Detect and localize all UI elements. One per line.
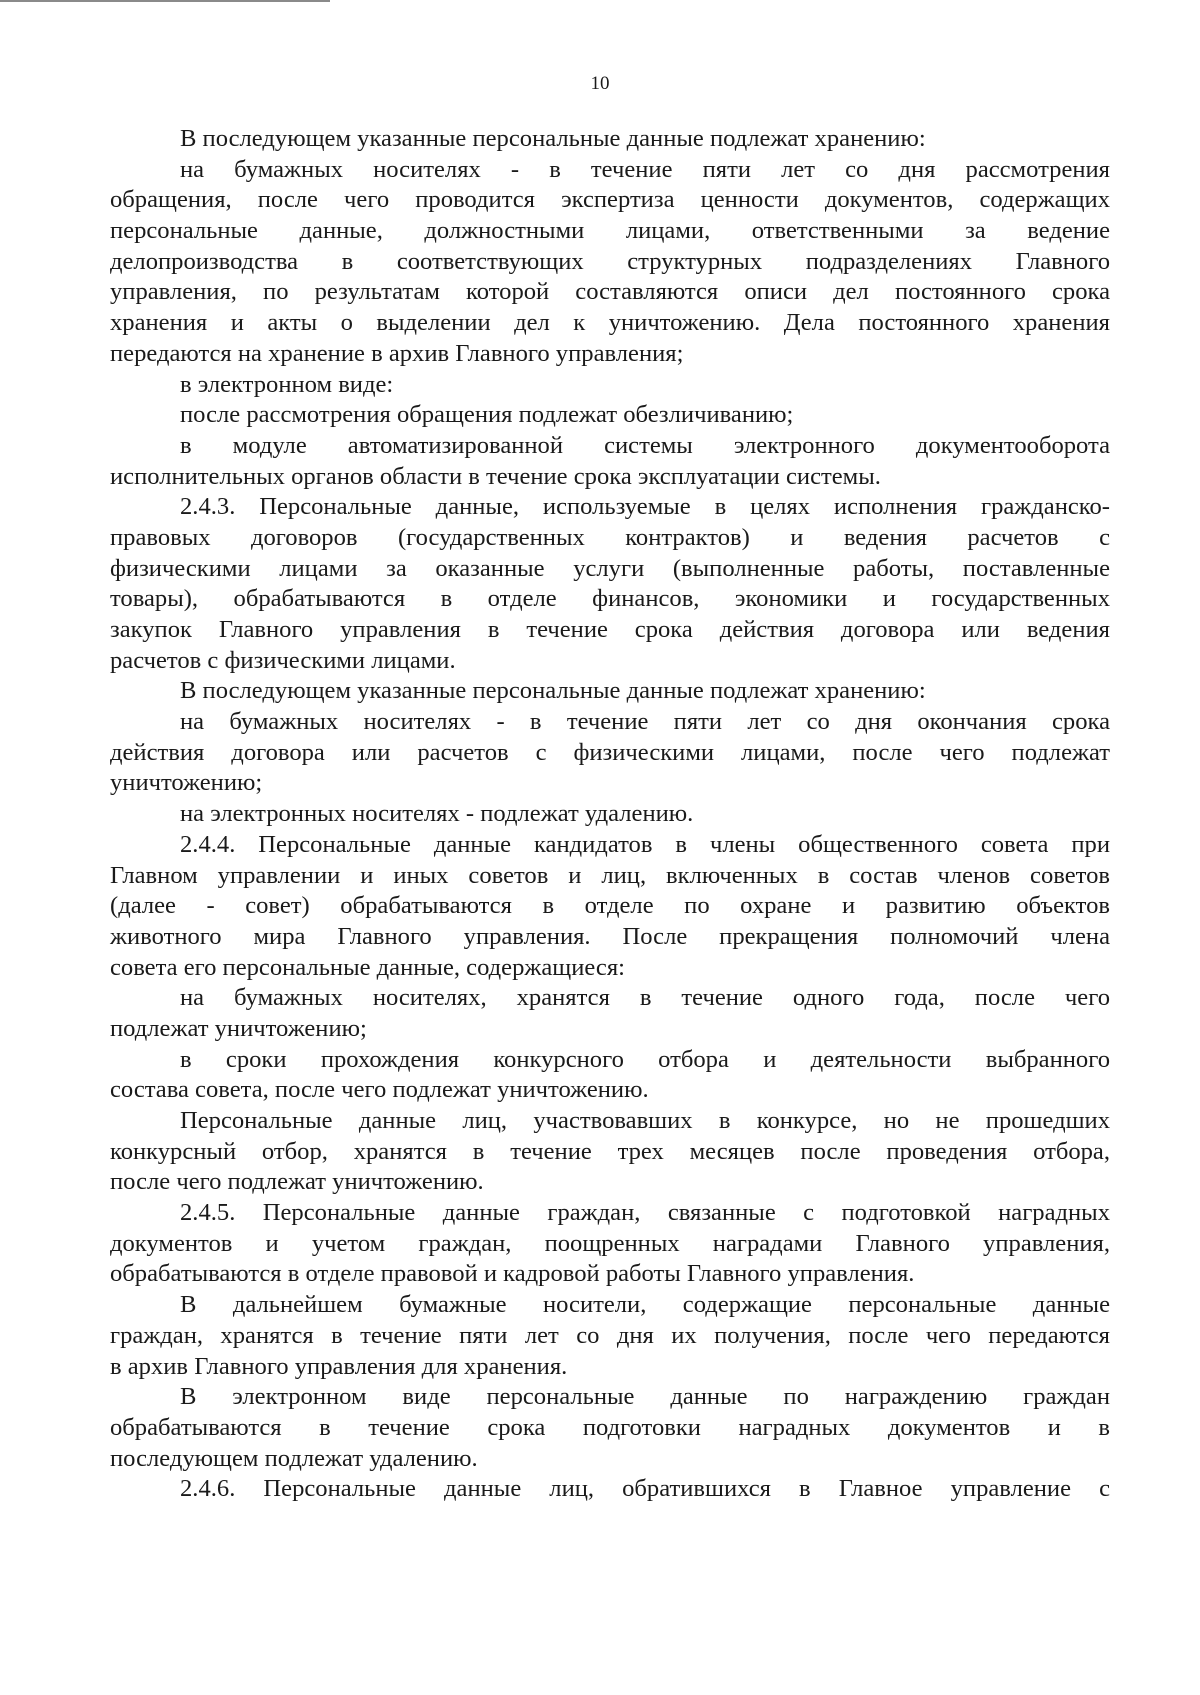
text-line: обрабатываются в отделе правовой и кадровой работы Главного управления.	[110, 1260, 915, 1288]
text-line: в архив Главного управления для хранения.	[110, 1352, 568, 1380]
text-line: исполнительных органов области в течение срока эксплуатации системы.	[110, 462, 881, 490]
text-line: хранения и акты о выделении дел к уничтожению. Дела постоянного хранения	[110, 309, 1110, 337]
text-line: 2.4.4. Персональные данные кандидатов в члены общественного совета при	[180, 830, 1110, 858]
text-line: граждан, хранятся в течение пяти лет со дня их получения, после чего передаются	[110, 1321, 1110, 1349]
text-line: передаются на хранение в архив Главного управления;	[110, 339, 684, 367]
text-line: совета его персональные данные, содержащиеся:	[110, 953, 625, 981]
text-line: животного мира Главного управления. После прекращения полномочий члена	[110, 922, 1110, 950]
text-line: на бумажных носителях - в течение пяти лет со дня окончания срока	[180, 708, 1110, 736]
text-line: в модуле автоматизированной системы электронного документооборота	[180, 431, 1110, 459]
text-line: в сроки прохождения конкурсного отбора и деятельности выбранного	[180, 1045, 1110, 1073]
scan-edge-line	[0, 0, 330, 2]
text-line: после рассмотрения обращения подлежат обезличиванию;	[180, 401, 794, 429]
text-line: в электронном виде:	[180, 370, 394, 398]
text-line: закупок Главного управления в течение срока действия договора или ведения	[110, 616, 1110, 643]
document-body	[110, 124, 1110, 1505]
text-line: физическими лицами за оказанные услуги (выполненные работы, поставленные	[110, 554, 1110, 582]
text-line: В электронном виде персональные данные по награждению граждан	[180, 1383, 1110, 1411]
text-line: правовых договоров (государственных контрактов) и ведения расчетов с	[110, 523, 1110, 551]
text-line: Главном управлении и иных советов и лиц, включенных в состав членов советов	[110, 861, 1110, 889]
text-line: на электронных носителях - подлежат удалению.	[180, 800, 694, 828]
text-line: 2.4.6. Персональные данные лиц, обратившихся в Главное управление с	[180, 1475, 1110, 1503]
text-line: действия договора или расчетов с физическими лицами, после чего подлежат	[110, 738, 1110, 766]
text-line: товары), обрабатываются в отделе финансов, экономики и государственных	[110, 585, 1110, 613]
text-line: персональные данные, должностными лицами, ответственными за ведение	[110, 217, 1110, 245]
text-line: на бумажных носителях, хранятся в течение одного года, после чего	[180, 984, 1110, 1012]
text-line: подлежат уничтожению;	[110, 1014, 367, 1042]
text-line: на бумажных носителях - в течение пяти лет со дня рассмотрения	[180, 155, 1110, 183]
text-line: конкурсный отбор, хранятся в течение трех месяцев после проведения отбора,	[110, 1137, 1110, 1165]
text-line: документов и учетом граждан, поощренных наградами Главного управления,	[110, 1229, 1110, 1257]
text-line: (далее - совет) обрабатываются в отделе по охране и развитию объектов	[110, 892, 1110, 920]
text-line: уничтожению;	[110, 769, 263, 797]
text-line: В последующем указанные персональные данные подлежат хранению:	[180, 125, 926, 152]
text-line: состава совета, после чего подлежат уничтожению.	[110, 1076, 649, 1104]
text-line: после чего подлежат уничтожению.	[110, 1168, 484, 1196]
text-line: последующем подлежат удалению.	[110, 1444, 478, 1472]
text-line: обращения, после чего проводится экспертиза ценности документов, содержащих	[110, 186, 1110, 214]
text-line: делопроизводства в соответствующих структурных подразделениях Главного	[110, 247, 1110, 275]
text-line: обрабатываются в течение срока подготовки наградных документов и в	[110, 1413, 1110, 1441]
text-line: 2.4.5. Персональные данные граждан, связанные с подготовкой наградных	[180, 1199, 1110, 1227]
text-line: 2.4.3. Персональные данные, используемые в целях исполнения гражданско-	[180, 493, 1110, 521]
text-line: управления, по результатам которой составляются описи дел постоянного срока	[110, 278, 1110, 306]
text-line: В дальнейшем бумажные носители, содержащие персональные данные	[180, 1291, 1110, 1319]
text-line: В последующем указанные персональные данные подлежат хранению:	[180, 677, 926, 705]
text-line: расчетов с физическими лицами.	[110, 646, 456, 674]
page-number: 10	[590, 73, 610, 94]
text-line: Персональные данные лиц, участвовавших в конкурсе, но не прошедших	[180, 1107, 1110, 1134]
